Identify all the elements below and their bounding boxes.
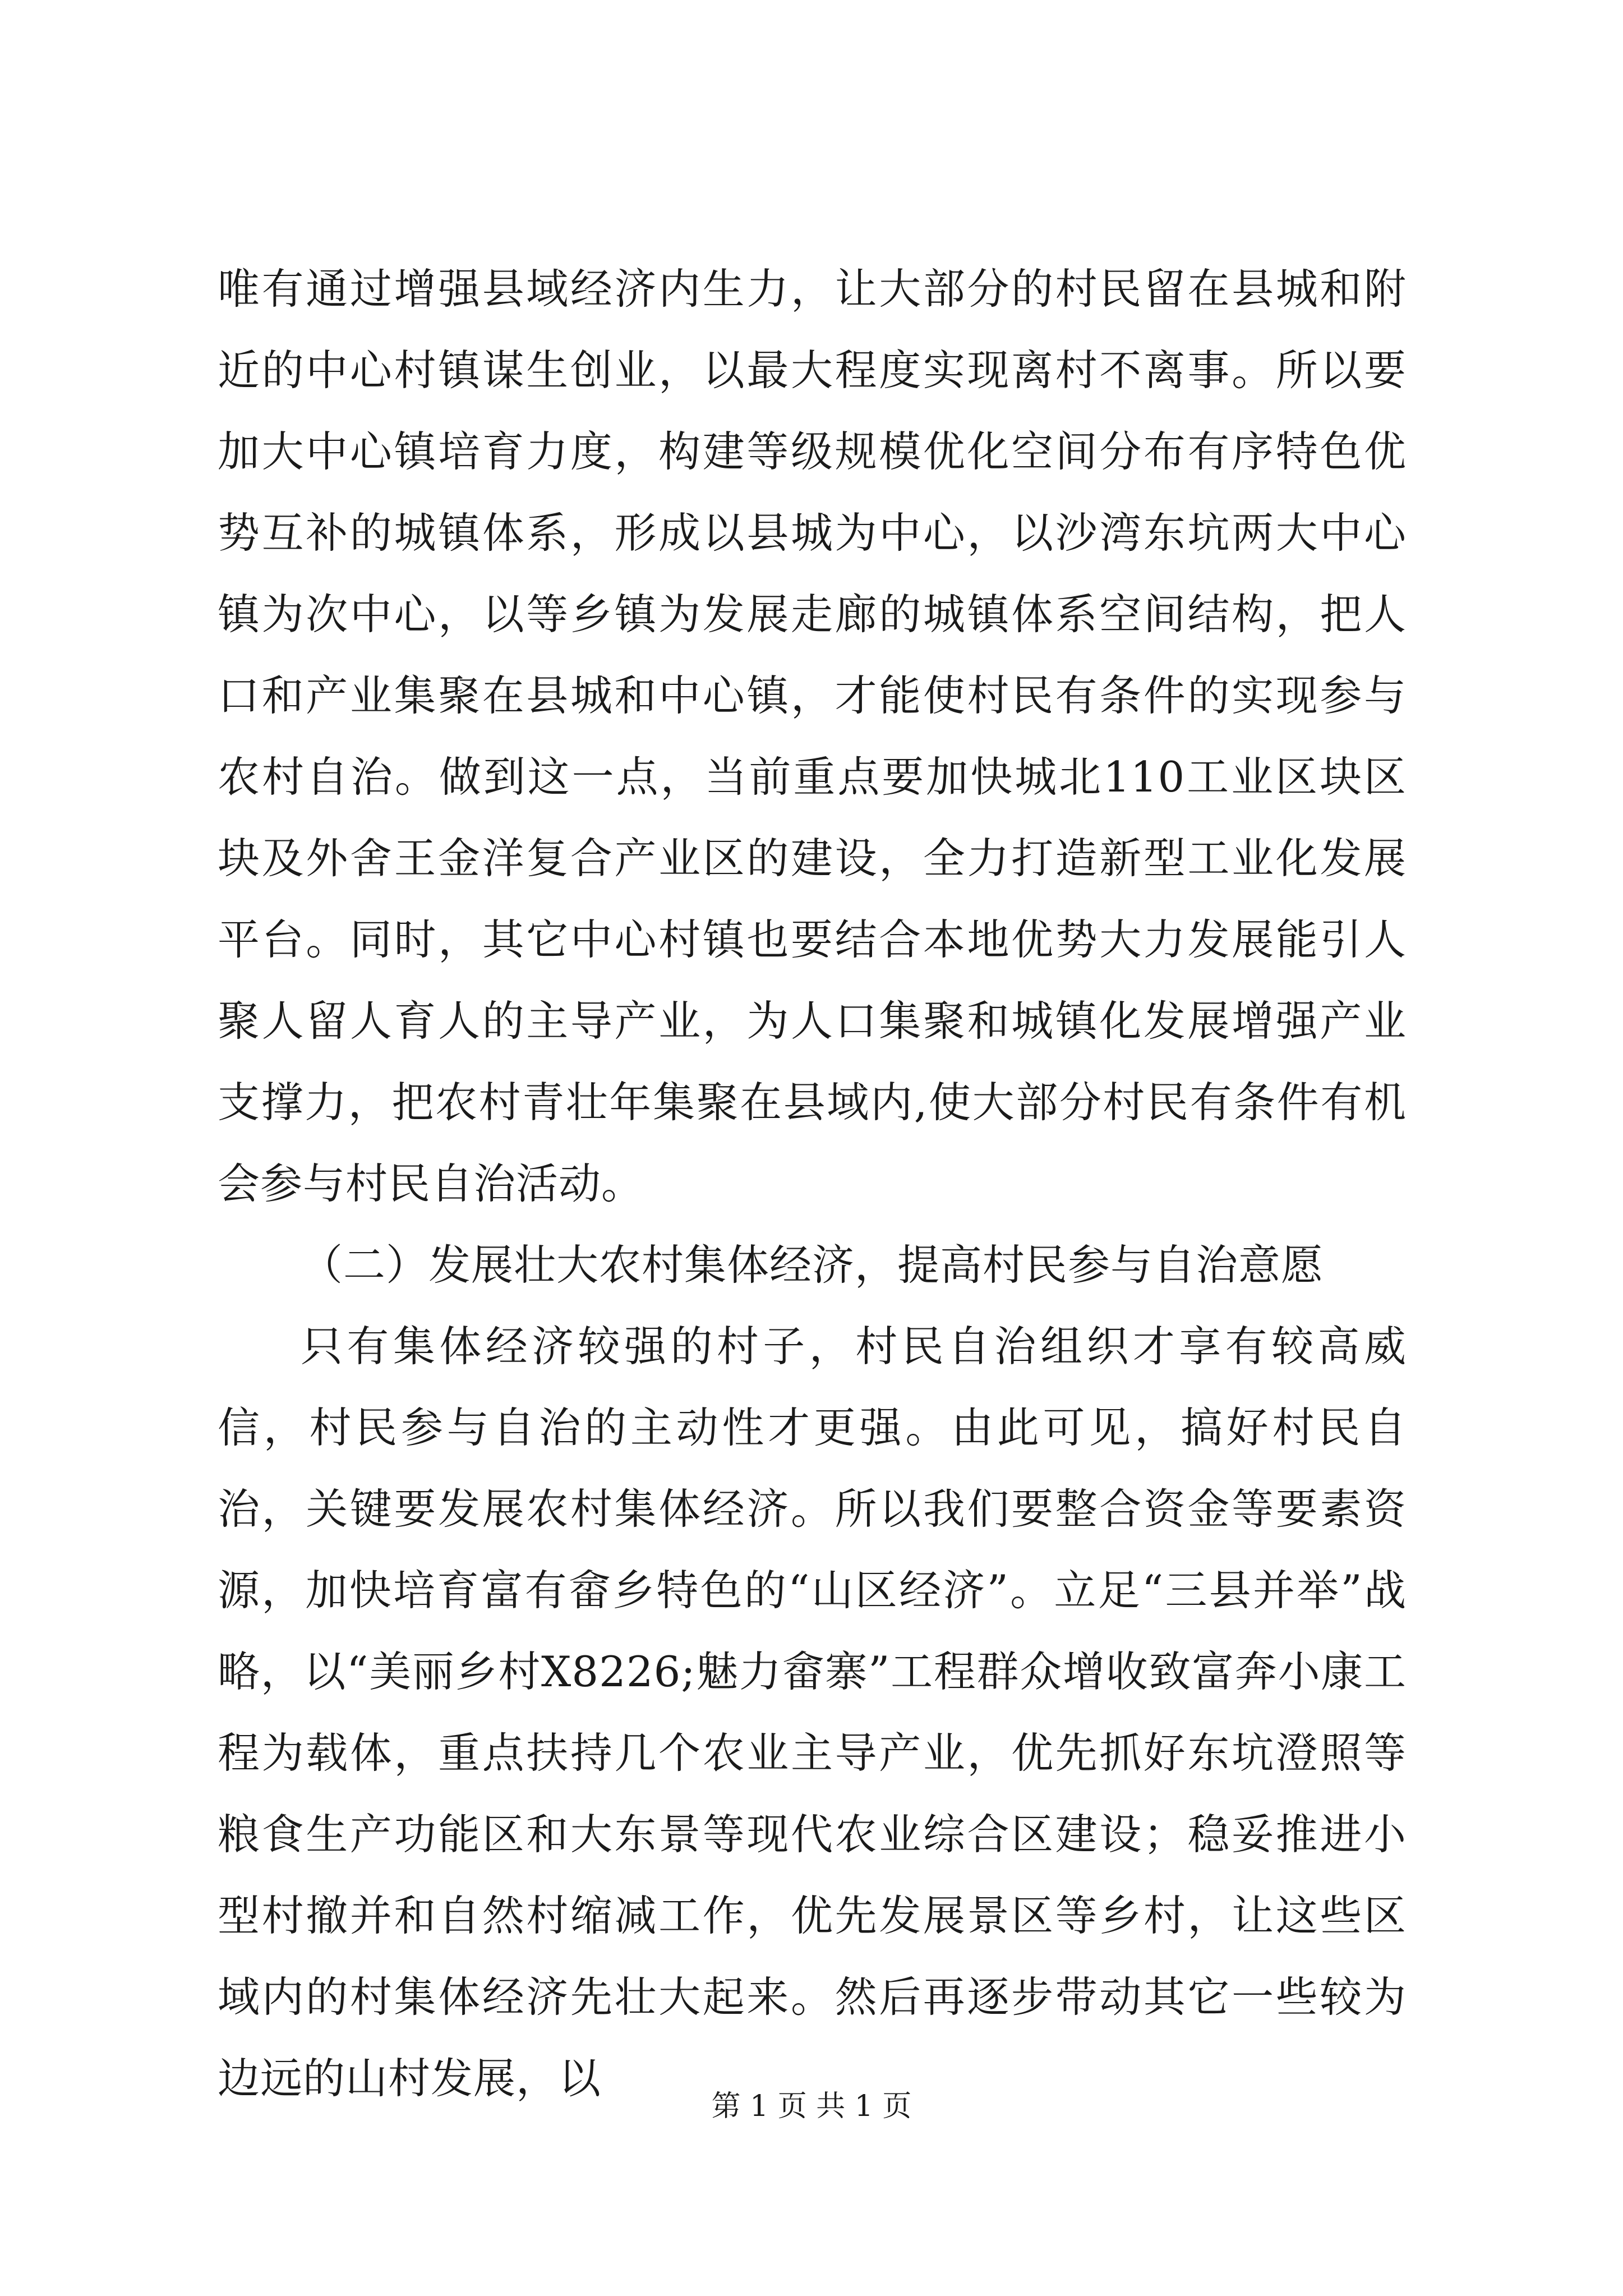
- section-heading: （二）发展壮大农村集体经济，提高村民参与自治意愿: [301, 1240, 1324, 1290]
- page-footer: 第 1 页 共 1 页: [711, 2090, 912, 2123]
- document-body: [218, 249, 1407, 2119]
- paragraph-2: 只有集体经济较强的村子，村民自治组织才享有较高威信，村民参与自治的主动性才更强。由此可见，搞好村民自治，关键要发展农村集体经济。所以我们要整合资金等要素资源，加快培育富有畲乡特色的“山区经济”。立足“三县并举”战略，以“美丽乡村X8226;魅力畲寨”工程群众增收致富奔小康工程为载体，重点扶持几个农业主导产业，优先抓好东坑澄照等粮食生产功能区和大东景等现代农业综合区建设；稳妥推进小型村撤并和自然村缩减工作，优先发展景区等乡村，让这些区域内的村集体经济先壮大起来。然后再逐步带动其它一些较为边远的山村发展，以: [218, 1322, 1407, 2103]
- paragraph-1: 唯有通过增强县域经济内生力，让大部分的村民留在县城和附近的中心村镇谋生创业，以最大程度实现离村不离事。所以要加大中心镇培育力度，构建等级规模优化空间分布有序特色优势互补的城镇体系，形成以县城为中心，以沙湾东坑两大中心镇为次中心，以等乡镇为发展走廊的城镇体系空间结构，把人口和产业集聚在县城和中心镇，才能使村民有条件的实现参与农村自治。做到这一点，当前重点要加快城北110工业区块区块及外舍王金洋复合产业区的建设，全力打造新型工业化发展平台。同时，其它中心村镇也要结合本地优势大力发展能引人聚人留人育人的主导产业，为人口集聚和城镇化发展增强产业支撑力，把农村青壮年集聚在县域内,使大部分村民有条件有机会参与村民自治活动。: [218, 264, 1407, 1208]
